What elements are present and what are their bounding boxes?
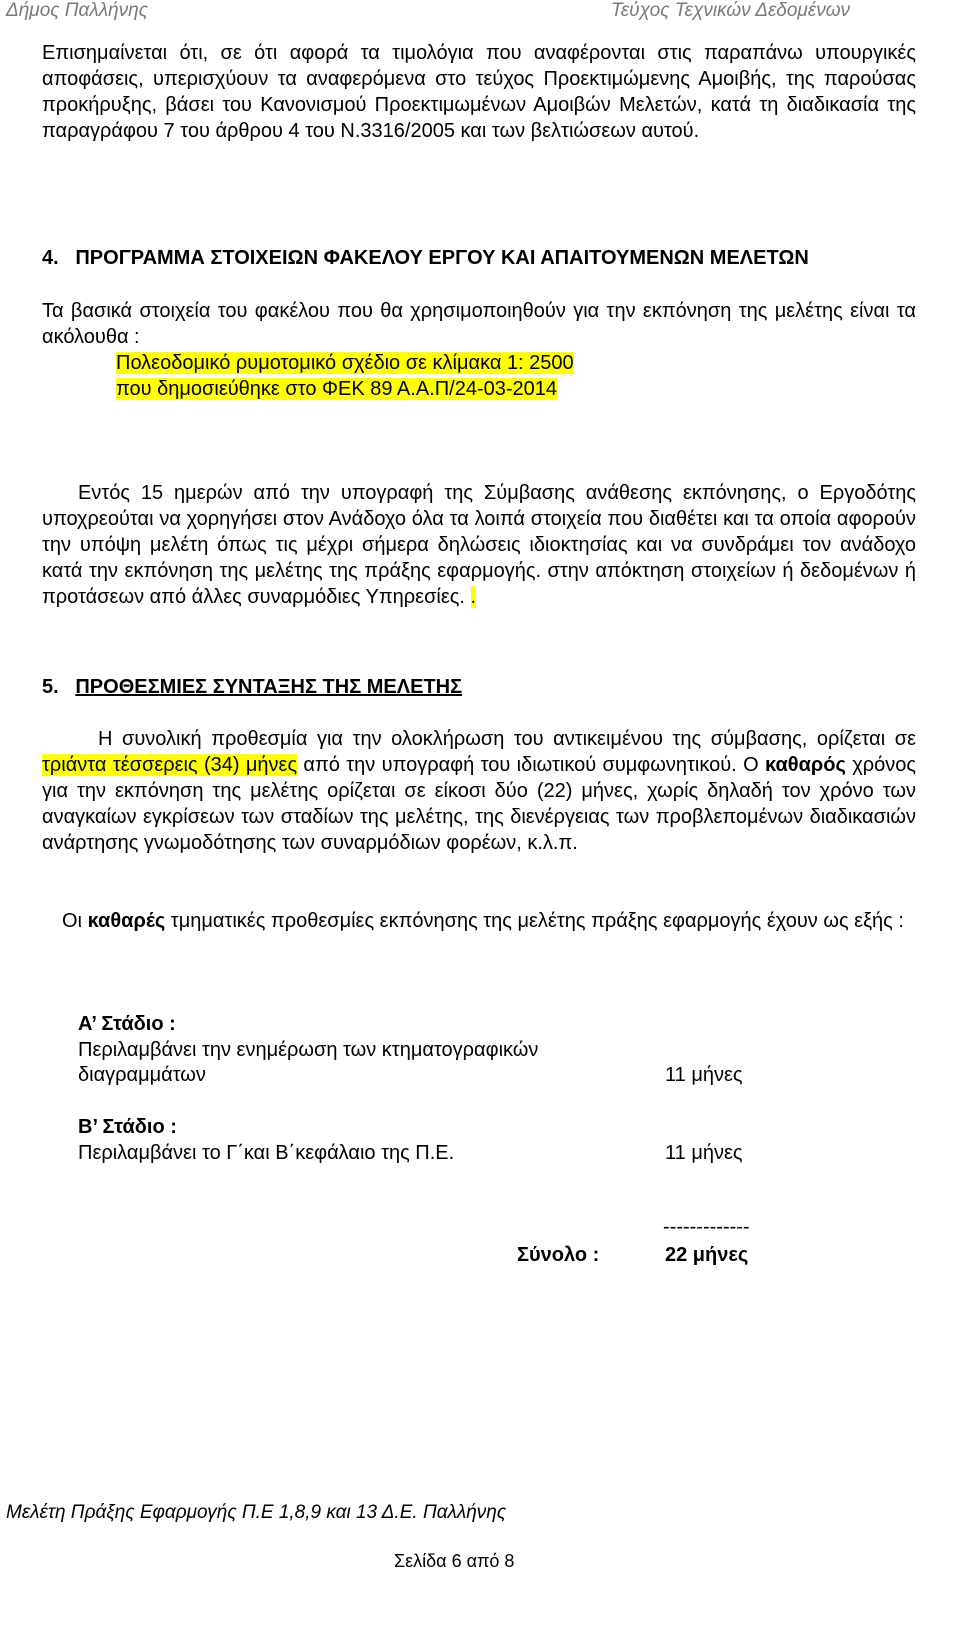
total-deadline-highlight: τριάντα τέσσερεις (34) μήνες xyxy=(42,754,298,776)
plan-item-line-2: που δημοσιεύθηκε στο ΦΕΚ 89 Α.Α.Π/24-03-2014 xyxy=(116,378,558,400)
section-5-number: 5. xyxy=(42,676,59,698)
net-bold: καθαρός xyxy=(764,754,846,776)
stage-b-title: Β’ Στάδιο : xyxy=(78,1116,177,1138)
highlighted-period: . xyxy=(470,586,477,608)
stage-b-line-1: Περιλαμβάνει το Γ΄και Β΄κεφάλαιο της Π.Ε. xyxy=(78,1142,455,1164)
deadline-text-a: Η συνολική προθεσμία για την ολοκλήρωση του αντικειμένου της σύμβασης, ορίζεται σε xyxy=(98,728,916,750)
header-document-type: Τεύχος Τεχνικών Δεδομένων xyxy=(610,0,850,21)
stage-a-line-1: Περιλαμβάνει την ενημέρωση των κτηματογραφικών xyxy=(78,1039,539,1061)
total-label: Σύνολο : xyxy=(517,1244,600,1266)
plan-item-line-1: Πολεοδομικό ρυμοτομικό σχέδιο σε κλίμακα 1: 2500 xyxy=(116,352,574,374)
deadline-text-c: χρόνος για την εκπόνηση της μελέτης ορίζεται σε είκοσι δύο (22) μήνες, χωρίς δηλαδή τον χρόνο των αναγκαίων εγκρίσεων των σταδίων της μελέτης, της διενέργειας των προβλεπομένων διαδικασιών ανάρτησης γνωμοδότησης των συναρμόδιων φορέων, κ.λ.π. xyxy=(42,754,916,854)
intro-paragraph xyxy=(42,40,916,144)
section-5-heading xyxy=(42,676,916,699)
stages-text-b: τμηματικές προθεσμίες εκπόνησης της μελέτης πράξης εφαρμογής έχουν ως εξής : xyxy=(165,910,904,932)
section-4-paragraph-2-text: Εντός 15 ημερών από την υπογραφή της Σύμβασης ανάθεσης εκπόνησης, ο Εργοδότης υποχρεούται να χορηγήσει στον Ανάδοχο όλα τα λοιπά στοιχεία που διαθέτει και τα οποία αφορούν την υπόψη μελέτη όπως τις μέχρι σήμερα δηλώσεις ιδιοκτησίας και να συνδράμει τον ανάδοχο κατά την εκπόνηση της μελέτης της πράξης εφαρμογής. στην απόκτηση στοιχείων ή δεδομένων ή προτάσεων από άλλες συναρμόδιες Υπηρεσίες. xyxy=(42,482,916,608)
page-number: Σελίδα 6 από 8 xyxy=(394,1551,515,1571)
net-plural-bold: καθαρές xyxy=(87,910,166,932)
plan-item xyxy=(116,350,574,376)
footer-document-title: Μελέτη Πράξης Εφαρμογής Π.Ε 1,8,9 και 13 Δ.Ε. Παλλήνης xyxy=(6,1502,507,1523)
section-4-paragraph-2 xyxy=(42,480,916,610)
section-4-heading xyxy=(42,247,916,270)
total-separator: ------------- xyxy=(663,1216,750,1238)
stage-a-line-2: διαγραμμάτων xyxy=(78,1064,206,1086)
stage-a-duration: 11 μήνες xyxy=(665,1064,743,1086)
section-4-lead xyxy=(42,298,916,350)
stage-b-duration: 11 μήνες xyxy=(665,1142,743,1164)
section-4-title: ΠΡΟΓΡΑΜΜΑ ΣΤΟΙΧΕΙΩΝ ΦΑΚΕΛΟΥ ΕΡΓΟΥ ΚΑΙ ΑΠΑΙΤΟΥΜΕΝΩΝ ΜΕΛΕΤΩΝ xyxy=(75,247,809,269)
stages-text-a: Οι xyxy=(62,910,88,932)
section-5-title: ΠΡΟΘΕΣΜΙΕΣ ΣΥΝΤΑΞΗΣ ΤΗΣ ΜΕΛΕΤΗΣ xyxy=(75,676,463,698)
header-municipality: Δήμος Παλλήνης xyxy=(6,0,148,21)
intro-text: Επισημαίνεται ότι, σε ότι αφορά τα τιμολόγια που αναφέρονται στις παραπάνω υπουργικές αποφάσεις, υπερισχύουν τα αναφερόμενα στο τεύχος Προεκτιμώμενης Αμοιβής, της παρούσας προκήρυξης, βάσει του Κανονισμού Προεκτιμωμένων Αμοιβών Μελετών, κατά τη διαδικασία της παραγράφου 7 του άρθρου 4 του Ν.3316/2005 και των βελτιώσεων αυτού. xyxy=(42,42,916,142)
total-value: 22 μήνες xyxy=(665,1244,749,1266)
section-5-paragraph-1 xyxy=(42,726,916,856)
gazette-item xyxy=(116,376,557,402)
section-5-paragraph-2 xyxy=(42,908,916,934)
stage-a-title: Α’ Στάδιο : xyxy=(78,1013,176,1035)
deadline-text-b: από την υπογραφή του ιδιωτικού συμφωνητικού. Ο xyxy=(297,754,765,776)
section-4-number: 4. xyxy=(42,247,59,269)
section-4-lead-text: Τα βασικά στοιχεία του φακέλου που θα χρησιμοποιηθούν για την εκπόνηση της μελέτης είναι τα ακόλουθα : xyxy=(42,300,916,348)
